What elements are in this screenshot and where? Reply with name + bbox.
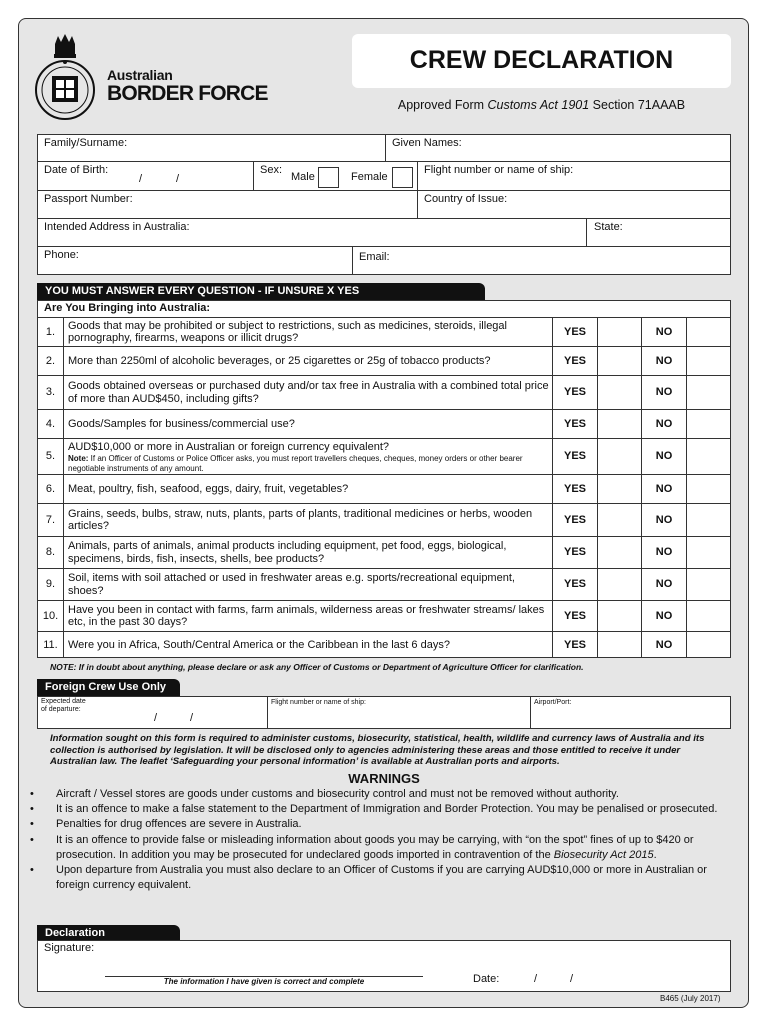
yes-label: YES	[563, 386, 586, 398]
question-number: 11.	[43, 638, 58, 651]
email-field[interactable]: Email:	[359, 251, 390, 263]
question-row	[38, 438, 731, 474]
agency-name-line2: BORDER FORCE	[107, 82, 268, 105]
yes-checkbox[interactable]	[598, 601, 641, 632]
question-number: 7.	[45, 513, 56, 526]
intended-address-field[interactable]: Intended Address in Australia:	[44, 221, 190, 233]
no-checkbox[interactable]	[687, 537, 730, 569]
question-row	[38, 568, 731, 600]
no-label: NO	[655, 638, 673, 651]
question-number: 3.	[45, 386, 56, 398]
foreign-crew-box	[37, 696, 731, 729]
no-label: NO	[655, 546, 673, 558]
dob-separator: /	[139, 173, 143, 185]
yes-label: YES	[563, 513, 586, 526]
question-row	[38, 474, 731, 503]
yes-label: YES	[563, 546, 586, 558]
no-label: NO	[655, 386, 673, 398]
no-checkbox[interactable]	[687, 347, 730, 376]
departure-date-separator: /	[190, 712, 194, 724]
airport-port-field[interactable]: Airport/Port:	[534, 699, 572, 706]
warnings-title: WARNINGS	[348, 771, 420, 786]
yes-checkbox[interactable]	[598, 504, 641, 537]
yes-label: YES	[563, 638, 586, 651]
family-name-field[interactable]: Family/Surname:	[44, 137, 128, 149]
yes-checkbox[interactable]	[598, 537, 641, 569]
declaration-box	[37, 940, 731, 992]
no-checkbox[interactable]	[687, 601, 730, 632]
yes-checkbox[interactable]	[598, 632, 641, 659]
question-text: More than 2250ml of alcoholic beverages, or 25 cigarettes or 25g of tobacco products?	[68, 354, 491, 367]
male-checkbox[interactable]	[318, 167, 339, 188]
departure-date-separator: /	[154, 712, 158, 724]
privacy-information: Information sought on this form is required to administer customs, biosecurity, statistical, health, wildlife and currency laws of Australia and its collection is authorised by legislation. It will be disclosed only to agencies administering these areas and those entitled to receive it under Australian law. The leaflet ‘Safeguarding your personal information’ is available at Australian ports and airports.	[50, 733, 705, 767]
warning-item: • Upon departure from Australia you must also declare to an Officer of Customs if you are carrying AUD$10,000 or more in Australian or foreign currency equivalent.	[30, 863, 720, 893]
approved-form-line: Approved Form Customs Act 1901 Section 71AAAB	[397, 98, 686, 112]
no-label: NO	[655, 354, 673, 367]
dob-separator: /	[176, 173, 180, 185]
question-text: Animals, parts of animals, animal products including equipment, pet food, eggs, biological, specimens, birds, fish, insects, shells, bee products?	[68, 540, 507, 565]
question-text: AUD$10,000 or more in Australian or foreign currency equivalent? Note: If an Officer of Customs or Police Officer asks, you must report travellers cheques, cheques, money orders or other bearer negotiable instruments of any amount.	[68, 441, 523, 473]
form-code: B465 (July 2017)	[660, 994, 721, 1003]
declaration-date-field[interactable]: Date:	[473, 973, 500, 985]
personal-details-box	[37, 134, 731, 275]
expected-departure-field[interactable]: Expected date of departure:	[41, 698, 86, 713]
question-row	[38, 536, 731, 568]
no-checkbox[interactable]	[687, 569, 730, 601]
warning-item: • It is an offence to provide false or misleading information about goods you may be carrying, with “on the spot” fines of up to $420 or prosecution. In addition you may be prosecuted for undeclared goods imported in contravention of the Biosecurity Act 2015.	[30, 833, 720, 863]
question-row	[38, 346, 731, 375]
no-label: NO	[655, 609, 673, 622]
yes-label: YES	[563, 354, 586, 367]
declaration-date-separator: /	[534, 973, 538, 985]
given-names-field[interactable]: Given Names:	[392, 137, 462, 149]
yes-label: YES	[563, 609, 586, 622]
declaration-statement: The information I have given is correct and complete	[163, 977, 365, 986]
yes-checkbox[interactable]	[598, 410, 641, 439]
question-row	[38, 631, 731, 658]
warning-item: • Penalties for drug offences are severe in Australia.	[30, 817, 720, 832]
foreign-crew-banner: Foreign Crew Use Only	[37, 679, 180, 696]
question-text: Goods that may be prohibited or subject to restrictions, such as medicines, steroids, illegal pornography, firearms, weapons or illicit drugs?	[68, 319, 507, 344]
yes-checkbox[interactable]	[598, 569, 641, 601]
no-checkbox[interactable]	[687, 376, 730, 410]
no-checkbox[interactable]	[687, 504, 730, 537]
question-row	[38, 503, 731, 536]
flight-number-field[interactable]: Flight number or name of ship:	[424, 164, 574, 176]
question-row	[38, 317, 731, 346]
no-checkbox[interactable]	[687, 410, 730, 439]
agency-name-line1: Australian	[107, 67, 173, 83]
no-label: NO	[655, 482, 673, 495]
title-box	[352, 34, 731, 88]
female-label: Female	[351, 171, 388, 183]
question-text: Were you in Africa, South/Central America or the Caribbean in the last 6 days?	[68, 638, 450, 651]
question-number: 9.	[45, 578, 56, 590]
yes-checkbox[interactable]	[598, 347, 641, 376]
phone-field[interactable]: Phone:	[44, 249, 79, 261]
no-checkbox[interactable]	[687, 439, 730, 475]
question-number: 2.	[45, 354, 56, 367]
declaration-date-separator: /	[570, 973, 574, 985]
yes-checkbox[interactable]	[598, 318, 641, 347]
yes-checkbox[interactable]	[598, 439, 641, 475]
date-of-birth-field[interactable]: Date of Birth:	[44, 164, 109, 176]
question-row	[38, 600, 731, 631]
question-text: Soil, items with soil attached or used in freshwater areas e.g. sports/recreational equipment, shoes?	[68, 572, 515, 597]
no-label: NO	[655, 325, 673, 338]
state-field[interactable]: State:	[594, 221, 623, 233]
declaration-banner: Declaration	[37, 925, 180, 942]
no-label: NO	[655, 513, 673, 526]
questions-table	[37, 300, 731, 658]
no-label: NO	[655, 417, 673, 430]
yes-checkbox[interactable]	[598, 376, 641, 410]
warning-item: • Aircraft / Vessel stores are goods under customs and biosecurity control and must not be removed without authority.	[30, 787, 720, 802]
no-label: NO	[655, 578, 673, 590]
question-row	[38, 409, 731, 438]
question-row	[38, 375, 731, 409]
yes-checkbox[interactable]	[598, 475, 641, 504]
question-number: 8.	[45, 546, 56, 558]
answer-every-question-banner: YOU MUST ANSWER EVERY QUESTION - IF UNSURE X YES	[37, 283, 485, 300]
question-number: 10.	[42, 609, 59, 622]
no-checkbox[interactable]	[687, 318, 730, 347]
no-checkbox[interactable]	[687, 632, 730, 659]
warnings-list	[30, 787, 720, 893]
question-text: Goods obtained overseas or purchased duty and/or tax free in Australia with a combined total price of more than AUD$450, including gifts?	[68, 380, 549, 405]
passport-number-field[interactable]: Passport Number:	[44, 193, 133, 205]
question-number: 6.	[45, 482, 56, 495]
male-label: Male	[291, 171, 315, 183]
question-text: Meat, poultry, fish, seafood, eggs, dairy, fruit, vegetables?	[68, 482, 349, 495]
yes-label: YES	[563, 325, 586, 338]
question-number: 4.	[45, 417, 56, 430]
question-text: Grains, seeds, bulbs, straw, nuts, plants, parts of plants, traditional medicines or herbs, wooden articles?	[68, 507, 533, 532]
question-number: 1.	[45, 325, 56, 338]
no-label: NO	[655, 450, 673, 462]
form-title: CREW DECLARATION	[409, 46, 674, 74]
warning-item: • It is an offence to make a false statement to the Department of Immigration and Border Protection. You may be penalised or prosecuted.	[30, 802, 720, 817]
yes-label: YES	[563, 417, 586, 430]
female-checkbox[interactable]	[392, 167, 413, 188]
country-of-issue-field[interactable]: Country of Issue:	[424, 193, 508, 205]
clarification-note: NOTE: If in doubt about anything, please declare or ask any Officer of Customs or Department of Agriculture Officer for clarification.	[50, 662, 584, 672]
sex-label: Sex:	[260, 164, 283, 176]
no-checkbox[interactable]	[687, 475, 730, 504]
foreign-flight-field[interactable]: Flight number or name of ship:	[271, 699, 366, 706]
coat-of-arms-logo	[34, 32, 96, 124]
yes-label: YES	[563, 578, 586, 590]
signature-field[interactable]: Signature:	[44, 942, 95, 954]
questions-header: Are You Bringing into Australia:	[44, 302, 211, 314]
question-text: Have you been in contact with farms, farm animals, wilderness areas or freshwater streams/ lakes etc, in the past 30 days?	[68, 603, 545, 628]
yes-label: YES	[563, 482, 586, 495]
question-text: Goods/Samples for business/commercial use?	[68, 417, 295, 430]
question-number: 5.	[45, 450, 56, 462]
yes-label: YES	[563, 450, 586, 462]
